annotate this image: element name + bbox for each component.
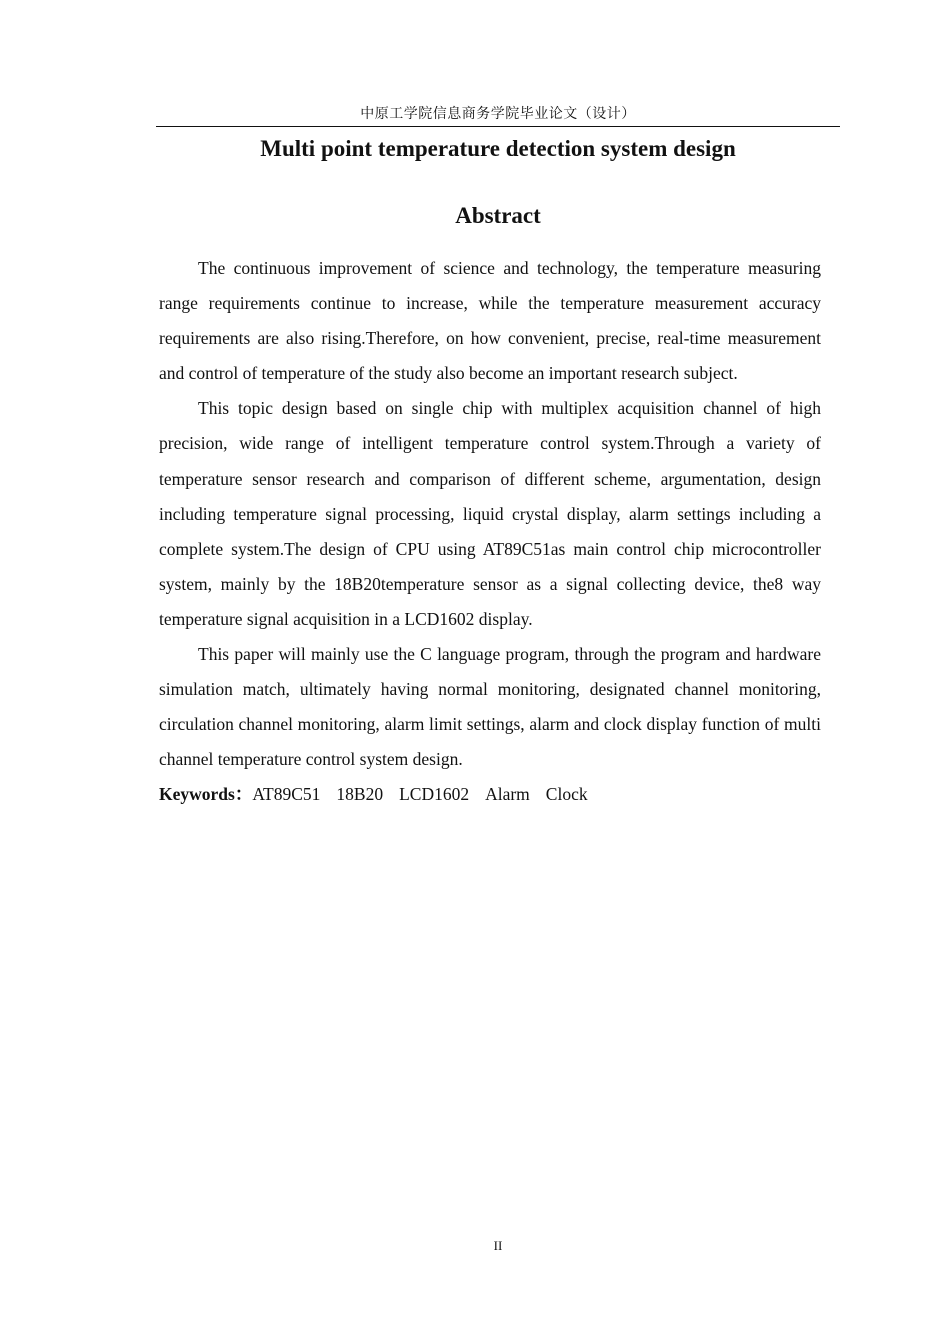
abstract-body xyxy=(159,251,821,813)
abstract-paragraph-2: This topic design based on single chip with multiplex acquisition channel of high precision, wide range of intelligent temperature control system.Through a variety of temperature sensor research and comparison of different scheme, argumentation, design including temperature signal processing, liquid crystal display, alarm settings including a complete system.The design of CPU using AT89C51as main control chip microcontroller system, mainly by the 18B20temperature sensor as a signal collecting device, the8 way temperature signal acquisition in a LCD1602 display. xyxy=(159,398,821,629)
abstract-paragraph-1: The continuous improvement of science and technology, the temperature measuring range requirements continue to increase, while the temperature measurement accuracy requirements are also rising.Therefore, on how convenient, precise, real-time measurement and control of temperature of the study also become an important research subject. xyxy=(159,258,821,384)
keywords-line xyxy=(159,777,821,812)
document-title: Multi point temperature detection system design xyxy=(260,136,736,161)
abstract-paragraph-3: This paper will mainly use the C language program, through the program and hardware simulation match, ultimately having normal monitoring, designated channel monitoring, circulation channel monitoring, alarm limit settings, alarm and clock display function of multi channel temperature control system design. xyxy=(159,644,821,770)
keyword-item: Alarm xyxy=(485,784,530,805)
page-number: II xyxy=(493,1238,503,1253)
keyword-item: 18B20 xyxy=(336,784,384,805)
keywords-label: Keywords： xyxy=(159,784,253,805)
running-header: 中原工学院信息商务学院毕业论文（设计） xyxy=(360,107,636,122)
keyword-item: Clock xyxy=(545,784,588,805)
keyword-item: LCD1602 xyxy=(399,784,470,805)
abstract-heading: Abstract xyxy=(455,203,541,228)
header-divider xyxy=(156,126,840,127)
keyword-item: AT89C51 xyxy=(252,784,321,805)
